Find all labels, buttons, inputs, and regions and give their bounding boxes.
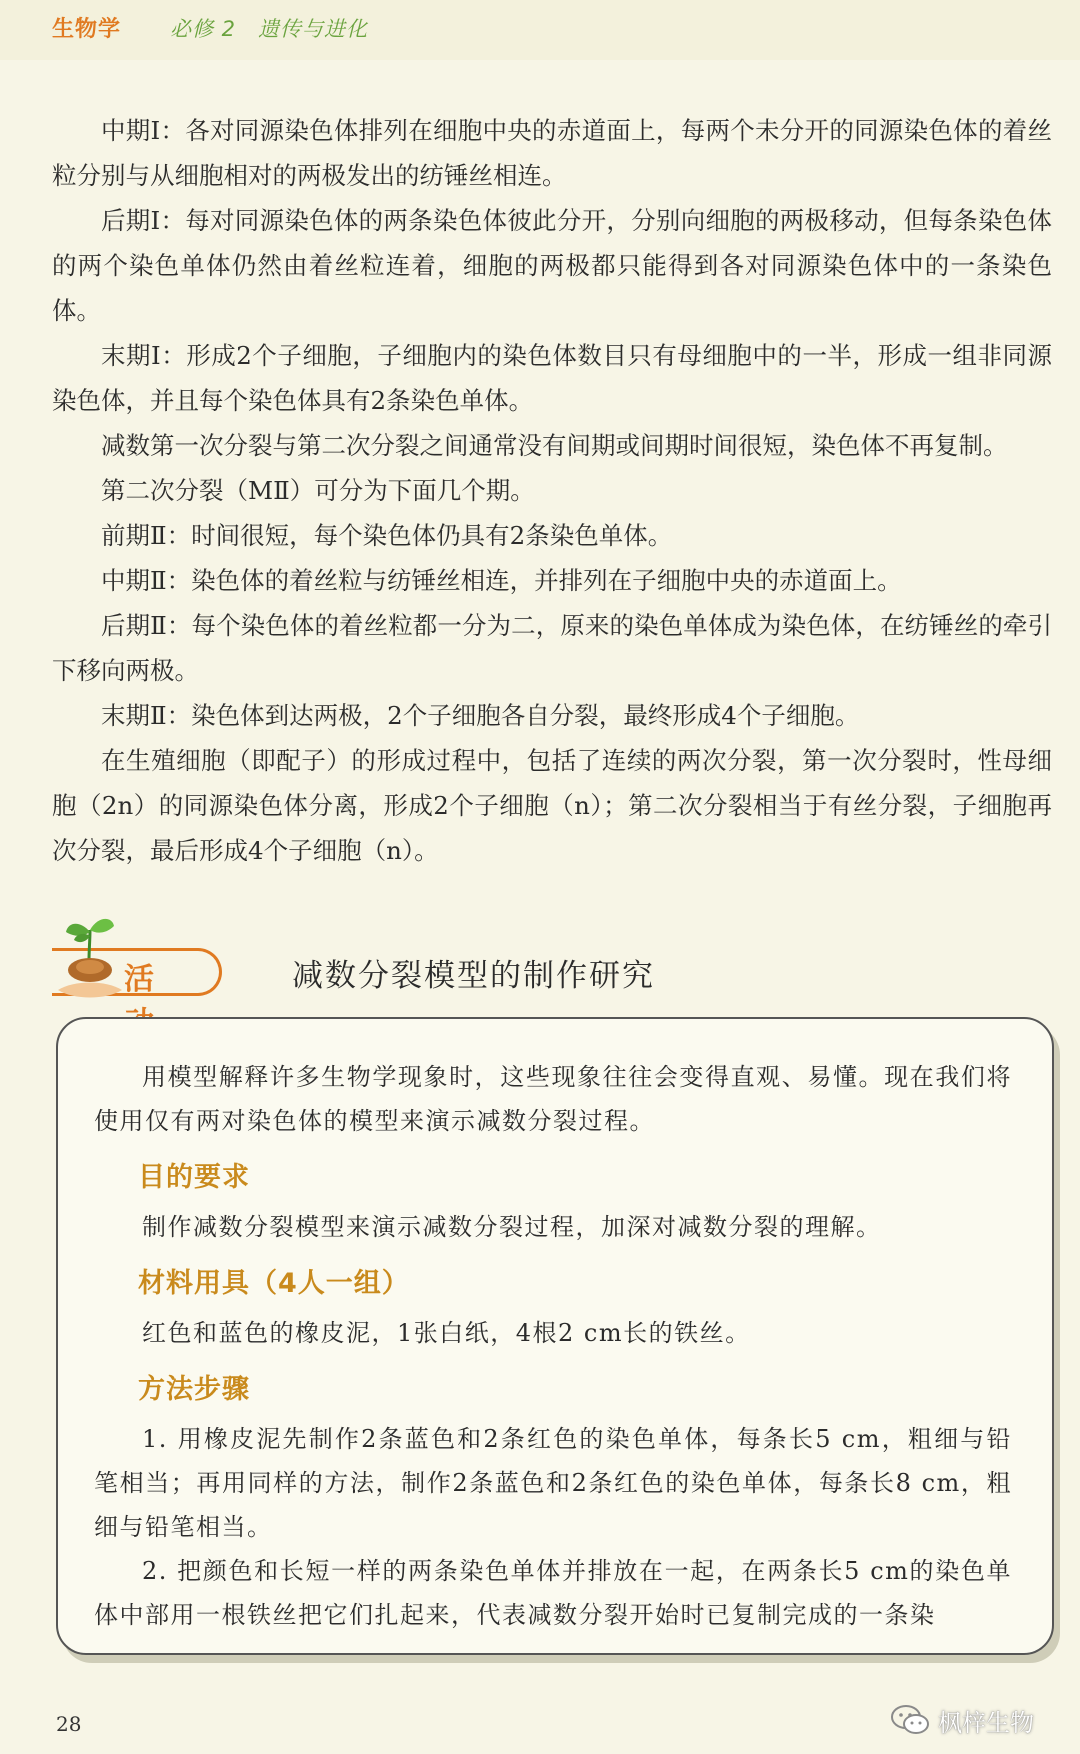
activity-label: 活 xyxy=(124,962,168,997)
paragraph-anaphase-2: 后期Ⅱ：每个染色体的着丝粒都一分为二，原来的染色单体成为染色体，在纺锤丝的牵引下移向两极。 xyxy=(52,611,1052,685)
watermark xyxy=(890,1700,1034,1740)
section-text-purpose: 制作减数分裂模型来演示减数分裂过程，加深对减数分裂的理解。 xyxy=(142,1213,882,1241)
method-step-1: 1. 用橡皮泥先制作2条蓝色和2条红色的染色单体，每条长5 cm，粗细与铅笔相当；再用同样的方法，制作2条蓝色和2条红色的染色单体，每条长8 cm，粗细与铅笔相当。 xyxy=(94,1425,1012,1541)
activity-header xyxy=(52,910,1052,1010)
header-book-info xyxy=(170,13,368,43)
activity-intro: 用模型解释许多生物学现象时，这些现象往往会变得直观、易懂。现在我们将使用仅有两对染色体的模型来演示减数分裂过程。 xyxy=(94,1063,1012,1135)
header-chapter: 遗传与进化 xyxy=(258,17,369,41)
section-heading-materials: 材料用具（4人一组） xyxy=(138,1268,410,1299)
paragraph-telophase-2: 末期Ⅱ：染色体到达两极，2个子细胞各自分裂，最终形成4个子细胞。 xyxy=(101,701,860,730)
wechat-icon xyxy=(890,1704,930,1736)
section-heading-purpose: 目的要求 xyxy=(138,1162,250,1193)
paragraph-metaphase-2: 中期Ⅱ：染色体的着丝粒与纺锤丝相连，并排列在子细胞中央的赤道面上。 xyxy=(101,566,902,595)
header-book: 必修 2 xyxy=(170,17,237,41)
section-heading-method: 方法步骤 xyxy=(138,1374,250,1405)
page-number: 28 xyxy=(56,1712,82,1736)
paragraph-telophase-1: 末期Ⅰ：形成2个子细胞，子细胞内的染色体数目只有母细胞中的一半，形成一组非同源染色体，并且每个染色体具有2条染色单体。 xyxy=(52,341,1052,415)
main-text xyxy=(52,108,1052,873)
paragraph-prophase-2: 前期Ⅱ：时间很短，每个染色体仍具有2条染色单体。 xyxy=(101,521,673,550)
method-step-2: 2. 把颜色和长短一样的两条染色单体并排放在一起，在两条长5 cm的染色单体中部用一根铁丝把它们扎起来，代表减数分裂开始时已复制完成的一条染 xyxy=(94,1557,1012,1629)
watermark-text: 枫梓生物 xyxy=(938,1708,1034,1737)
sprout-icon xyxy=(54,910,124,1004)
activity-content xyxy=(94,1055,1012,1637)
paragraph-summary: 在生殖细胞（即配子）的形成过程中，包括了连续的两次分裂，第一次分裂时，性母细胞（2n）的同源染色体分离，形成2个子细胞（n）；第二次分裂相当于有丝分裂，子细胞再次分裂，最后形成4个子细胞（n）。 xyxy=(52,746,1052,865)
page-header xyxy=(0,0,1080,60)
activity-title: 减数分裂模型的制作研究 xyxy=(292,958,655,994)
paragraph-interkinesis: 减数第一次分裂与第二次分裂之间通常没有间期或间期时间很短，染色体不再复制。 xyxy=(101,431,1008,460)
section-text-materials: 红色和蓝色的橡皮泥，1张白纸，4根2 cm长的铁丝。 xyxy=(142,1319,751,1347)
activity-box xyxy=(56,1017,1054,1655)
paragraph-anaphase-1: 后期Ⅰ：每对同源染色体的两条染色体彼此分开，分别向细胞的两极移动，但每条染色体的两个染色单体仍然由着丝粒连着，细胞的两极都只能得到各对同源染色体中的一条染色体。 xyxy=(52,206,1052,325)
paragraph-meiosis-2-intro: 第二次分裂（MⅡ）可分为下面几个期。 xyxy=(101,476,535,505)
paragraph-metaphase-1: 中期Ⅰ：各对同源染色体排列在细胞中央的赤道面上，每两个未分开的同源染色体的着丝粒分别与从细胞相对的两极发出的纺锤丝相连。 xyxy=(52,116,1052,190)
header-subject: 生物学 xyxy=(52,17,122,42)
